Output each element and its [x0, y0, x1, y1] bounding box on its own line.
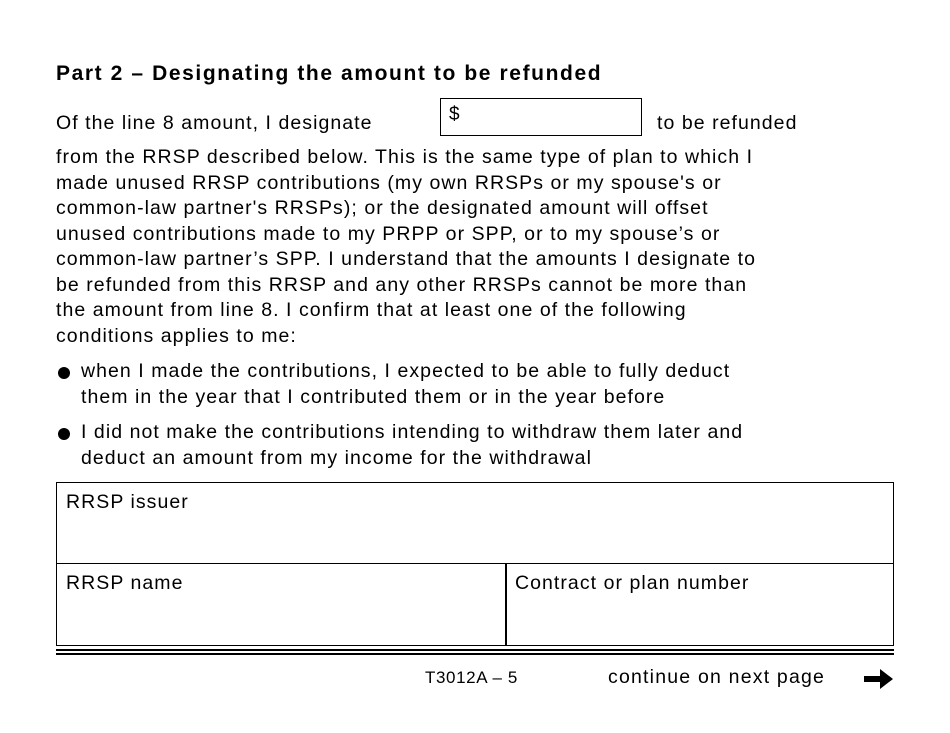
continue-text: continue on next page	[608, 666, 826, 688]
dollar-sign: $	[449, 104, 460, 125]
form-page-code: T3012A – 5	[425, 668, 518, 687]
rrsp-name-field[interactable]	[57, 564, 505, 645]
footer-rule	[56, 653, 894, 655]
condition-line: them in the year that I contributed them or in the year before	[81, 386, 666, 408]
paragraph-line: the amount from line 8. I confirm that at least one of the following	[56, 299, 687, 321]
condition-line: when I made the contributions, I expected to be able to fully deduct	[81, 360, 731, 382]
designated-amount-field[interactable]	[440, 98, 642, 136]
condition-line: deduct an amount from my income for the withdrawal	[81, 447, 592, 469]
designation-lead-text: Of the line 8 amount, I designate	[56, 112, 373, 134]
rrsp-name-label: RRSP name	[66, 572, 184, 594]
rrsp-name-row	[57, 564, 893, 645]
rrsp-issuer-label: RRSP issuer	[66, 491, 189, 513]
bullet-icon	[58, 428, 70, 440]
paragraph-line: made unused RRSP contributions (my own RRSPs or my spouse's or	[56, 172, 722, 194]
contract-number-label: Contract or plan number	[515, 572, 750, 594]
section-title: Part 2 – Designating the amount to be refunded	[56, 62, 603, 85]
paragraph-line: common-law partner’s SPP. I understand that the amounts I designate to	[56, 248, 757, 270]
footer-rule	[56, 649, 894, 651]
arrow-right-icon	[864, 668, 894, 690]
paragraph-line: unused contributions made to my PRPP or SPP, or to my spouse’s or	[56, 223, 721, 245]
paragraph-line: common-law partner's RRSPs); or the designated amount will offset	[56, 197, 709, 219]
designation-trailing-text: to be refunded	[657, 112, 798, 134]
condition-line: I did not make the contributions intending to withdraw them later and	[81, 421, 744, 443]
paragraph-line: be refunded from this RRSP and any other RRSPs cannot be more than	[56, 274, 748, 296]
contract-number-field[interactable]	[507, 564, 893, 645]
paragraph-line: from the RRSP described below. This is the same type of plan to which I	[56, 146, 754, 168]
paragraph-line: conditions applies to me:	[56, 325, 297, 347]
rrsp-details-table	[56, 482, 894, 646]
rrsp-issuer-field[interactable]	[57, 483, 893, 564]
bullet-icon	[58, 367, 70, 379]
